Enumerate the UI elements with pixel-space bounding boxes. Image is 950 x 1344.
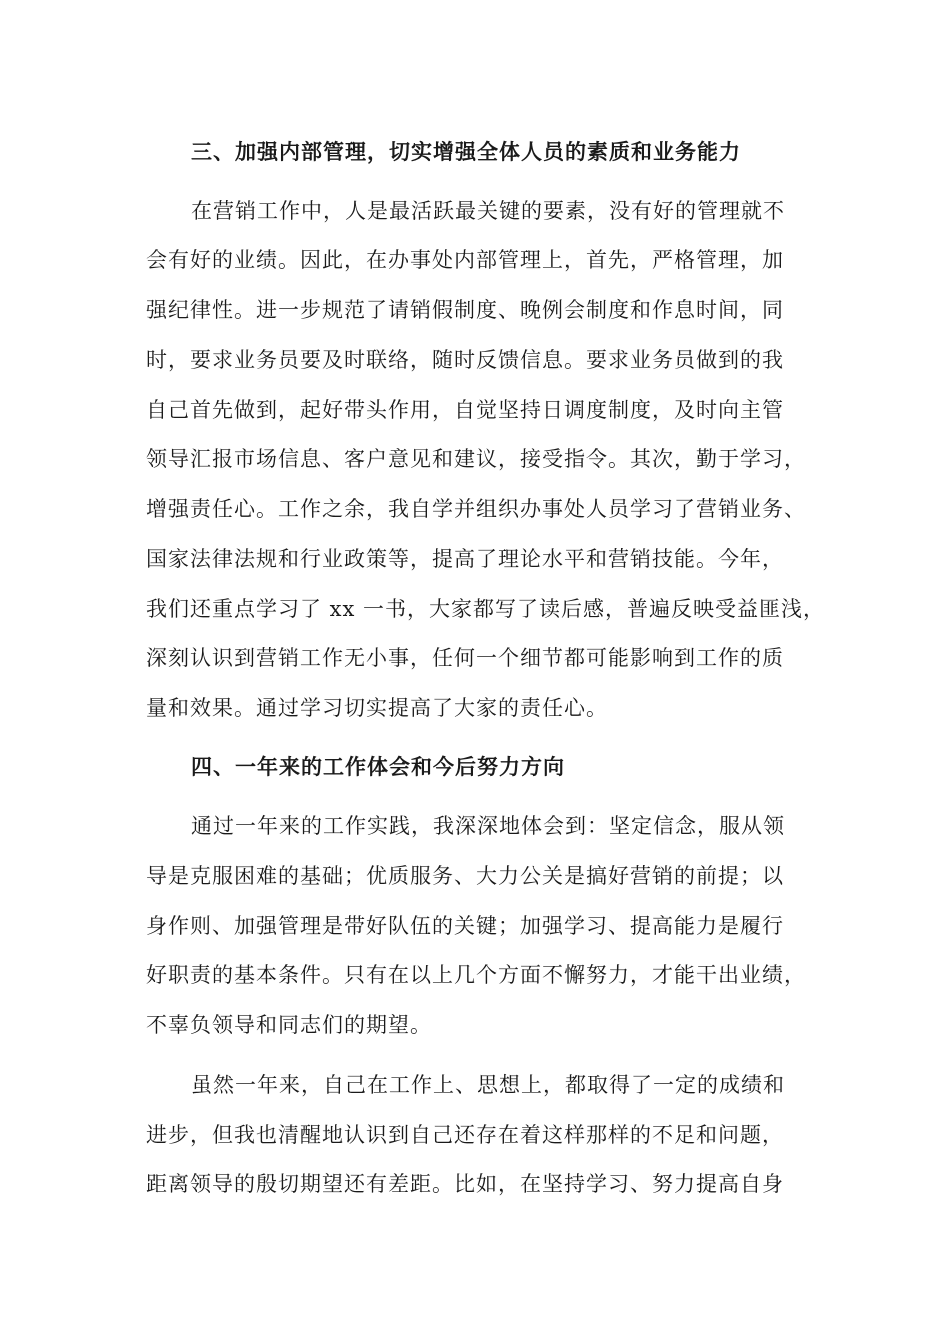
paragraph-line: 我们还重点学习了 xx 一书，大家都写了读后感，普遍反映受益匪浅， [146,597,826,621]
paragraph-line: 深刻认识到营销工作无小事，任何一个细节都可能影响到工作的质 [146,646,784,670]
paragraph-line: 国家法律法规和行业政策等，提高了理论水平和营销技能。今年， [146,547,784,571]
paragraph-line: 身作则、加强管理是带好队伍的关键；加强学习、提高能力是履行 [146,914,784,938]
section-heading-3: 三、加强内部管理，切实增强全体人员的素质和业务能力 [191,139,741,164]
paragraph-line: 虽然一年来，自己在工作上、思想上，都取得了一定的成绩和 [191,1073,785,1097]
paragraph-line: 在营销工作中，人是最活跃最关键的要素，没有好的管理就不 [191,199,785,223]
paragraph-line: 领导汇报市场信息、客户意见和建议，接受指令。其次，勤于学习， [146,447,806,471]
paragraph-line: 好职责的基本条件。只有在以上几个方面不懈努力，才能干出业绩， [146,963,806,987]
paragraph-line: 增强责任心。工作之余，我自学并组织办事处人员学习了营销业务、 [146,497,806,521]
paragraph-line: 强纪律性。进一步规范了请销假制度、晚例会制度和作息时间，同 [146,298,784,322]
paragraph-line: 时，要求业务员要及时联络，随时反馈信息。要求业务员做到的我 [146,348,784,372]
section-heading-4: 四、一年来的工作体会和今后努力方向 [191,754,565,779]
paragraph-line: 导是克服困难的基础；优质服务、大力公关是搞好营销的前提；以 [146,864,784,888]
paragraph-line: 进步，但我也清醒地认识到自己还存在着这样那样的不足和问题， [146,1123,784,1147]
paragraph-line: 不辜负领导和同志们的期望。 [146,1013,432,1037]
paragraph-line: 距离领导的殷切期望还有差距。比如，在坚持学习、努力提高自身 [146,1172,784,1196]
paragraph-line: 通过一年来的工作实践，我深深地体会到：坚定信念，服从领 [191,814,785,838]
paragraph-line: 会有好的业绩。因此，在办事处内部管理上，首先，严格管理，加 [146,248,784,272]
paragraph-line: 量和效果。通过学习切实提高了大家的责任心。 [146,696,608,720]
paragraph-line: 自己首先做到，起好带头作用，自觉坚持日调度制度，及时向主管 [146,398,784,422]
